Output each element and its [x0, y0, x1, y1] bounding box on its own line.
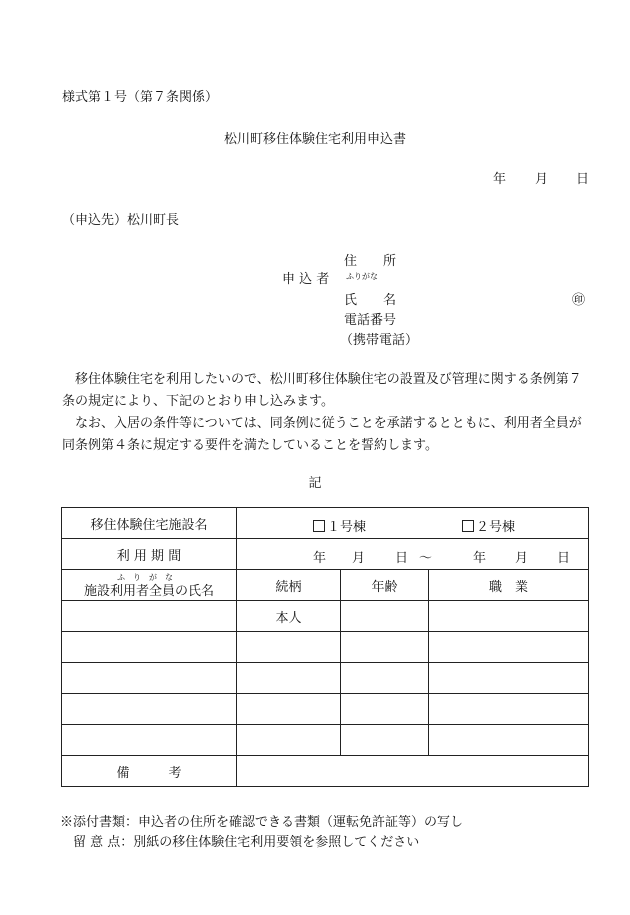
option-2-checkbox[interactable]	[462, 520, 474, 532]
user-relation-cell[interactable]	[237, 694, 341, 725]
date-year: 年	[493, 172, 507, 187]
facility-options	[237, 508, 589, 539]
user-job-cell[interactable]	[429, 601, 589, 632]
option-1[interactable]	[313, 516, 366, 535]
users-label: 施設利用者全員の氏名	[83, 584, 214, 599]
user-age-cell[interactable]	[341, 694, 429, 725]
option-2-label: ２号棟	[476, 520, 516, 535]
user-name-cell[interactable]	[62, 694, 237, 725]
body-paragraph-2: なお、入居の条件等については、同条例に従うことを承諾するとともに、利用者全員が同条例第４条に規定する要件を満たしていることを誓約します。	[62, 416, 582, 453]
caution-note: 留 意 点：別紙の移住体験住宅利用要領を参照してください	[60, 835, 420, 850]
period-day-2: 日	[557, 551, 571, 566]
period-day-1: 日	[395, 551, 409, 566]
body-text	[62, 369, 592, 457]
period-tilde: 〜	[419, 551, 433, 566]
user-name-cell[interactable]	[62, 725, 237, 756]
user-row	[62, 601, 589, 632]
period-row	[62, 539, 589, 570]
remarks-label: 備 考	[62, 756, 237, 787]
date-month: 月	[535, 172, 549, 187]
col-relation: 続柄	[237, 570, 341, 601]
user-row	[62, 725, 589, 756]
option-1-checkbox[interactable]	[313, 520, 325, 532]
remarks-field[interactable]	[237, 756, 589, 787]
user-relation-cell[interactable]	[237, 632, 341, 663]
facility-label: 移住体験住宅施設名	[62, 508, 237, 539]
attachment-note: ※添付書類：申込者の住所を確認できる書類（運転免許証等）の写し	[60, 815, 464, 830]
col-age: 年齢	[341, 570, 429, 601]
user-row	[62, 632, 589, 663]
document-title: 松川町移住体験住宅利用申込書	[223, 132, 406, 147]
period-month-2: 月	[515, 551, 529, 566]
period-year-1: 年	[313, 551, 327, 566]
period-year-2: 年	[473, 551, 487, 566]
user-age-cell[interactable]	[341, 725, 429, 756]
users-furigana: ふりがな	[117, 573, 181, 582]
user-age-cell[interactable]	[341, 632, 429, 663]
applicant-phone-label: 電話番号	[344, 313, 397, 328]
body-paragraph-1: 移住体験住宅を利用したいので、松川町移住体験住宅の設置及び管理に関する条例第７条の規定により、下記のとおり申し込みます。	[62, 372, 582, 409]
user-job-cell[interactable]	[429, 694, 589, 725]
applicant-furigana-label: ふりがな	[346, 272, 378, 281]
users-label-cell	[62, 570, 237, 601]
form-number: 様式第１号（第７条関係）	[62, 90, 219, 105]
user-job-cell[interactable]	[429, 663, 589, 694]
applicant-name-label: 氏 名	[344, 293, 397, 308]
application-table	[61, 507, 589, 787]
relation-self: 本人	[237, 601, 341, 632]
option-1-label: １号棟	[327, 520, 367, 535]
period-month-1: 月	[352, 551, 366, 566]
user-name-cell[interactable]	[62, 663, 237, 694]
user-relation-cell[interactable]	[237, 725, 341, 756]
user-row	[62, 694, 589, 725]
user-age-cell[interactable]	[341, 663, 429, 694]
user-job-cell[interactable]	[429, 632, 589, 663]
period-label: 利 用 期 間	[62, 539, 237, 570]
facility-row	[62, 508, 589, 539]
users-header-row	[62, 570, 589, 601]
user-age-cell[interactable]	[341, 601, 429, 632]
ki-heading: 記	[308, 476, 322, 491]
user-job-cell[interactable]	[429, 725, 589, 756]
user-row	[62, 663, 589, 694]
applicant-address-label: 住 所	[344, 254, 397, 269]
addressee: （申込先）松川町長	[62, 213, 180, 228]
date-day: 日	[576, 172, 590, 187]
option-2[interactable]	[462, 516, 515, 535]
applicant-mobile-label: （携帯電話）	[340, 333, 419, 348]
user-relation-cell[interactable]	[237, 663, 341, 694]
user-name-cell[interactable]	[62, 632, 237, 663]
user-name-cell[interactable]	[62, 601, 237, 632]
applicant-label: 申 込 者	[282, 272, 330, 287]
col-job: 職 業	[429, 570, 589, 601]
remarks-row	[62, 756, 589, 787]
seal-mark: ㊞	[572, 293, 586, 308]
period-field[interactable]	[237, 539, 589, 570]
